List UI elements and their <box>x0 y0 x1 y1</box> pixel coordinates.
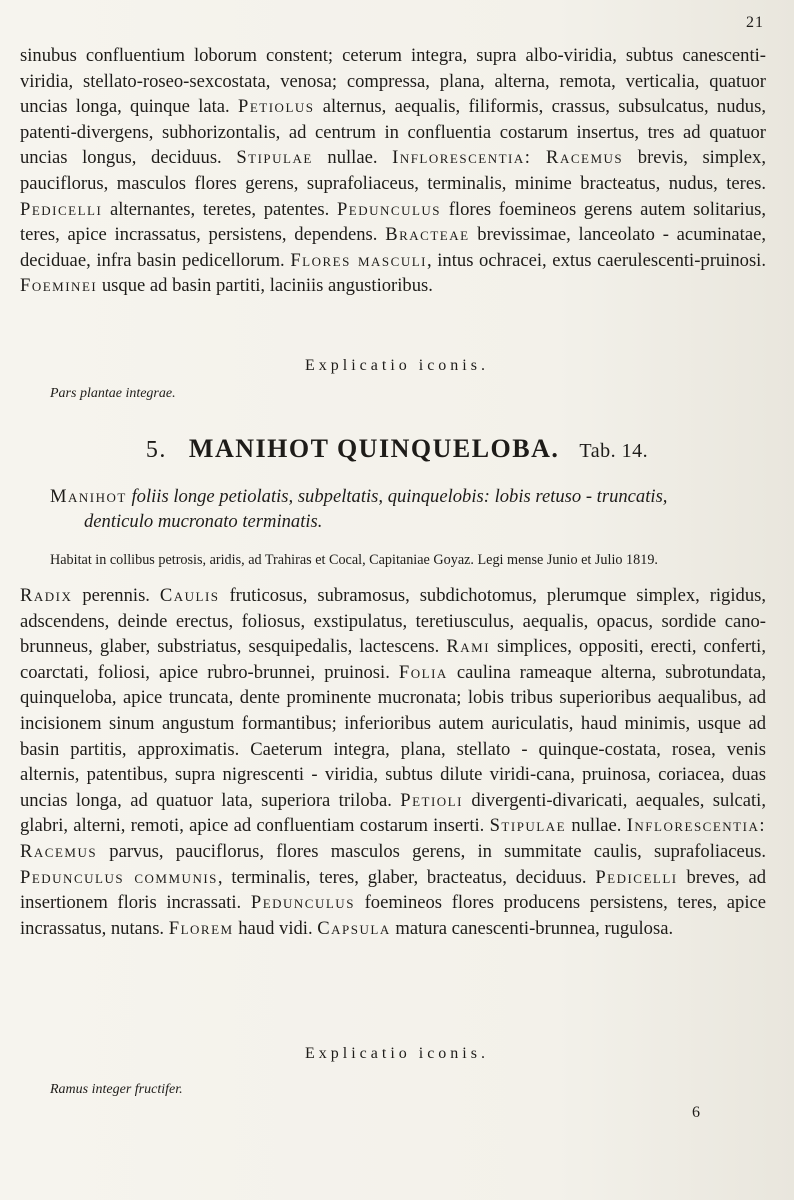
term-smallcaps: Foeminei <box>20 275 98 297</box>
text-run: fruticosus, subramosus, subdichotomus, plerumque simplex, rigidus, adscendens, deinde erectus, foliosus, exstipulatus, teretiusculus, aequalis, opacus, sordide cano-brunneus, glaber, substriatus, sesquipedalis, lactescens. <box>20 585 766 658</box>
text-run: usque ad basin partiti, laciniis angustioribus. <box>97 275 433 297</box>
term-smallcaps: Flores masculi <box>290 249 427 271</box>
text-run <box>531 147 546 168</box>
plate-reference: Tab. 14. <box>579 440 649 462</box>
description-paragraph-continued <box>20 43 766 299</box>
term-smallcaps: Rami <box>446 636 491 658</box>
page-number-top: 21 <box>746 14 764 31</box>
text-run: perennis. <box>72 585 160 606</box>
text-run: nullae. <box>566 815 627 837</box>
text-run: caulina rameaque alterna, subrotundata, quinqueloba, apice truncata, dente prominente mucronata; lobis tribus superioribus aequalibus, ad incisionem sinum angustum formantibus; inferioribus autem auriculatis, haud minimis, usque ad basin partitis, approximatis. Caeterum integra, plana, stellato - quinque-costata, rosea, venis alternis, patentibus, supra nigrescenti - viridia, subtus dilute viridi-cana, pruinosa, coriacea, duas uncias longa, ad quatuor lata, superiora triloba. <box>20 661 766 811</box>
term-smallcaps: Pedicelli <box>20 198 103 220</box>
term-smallcaps: Racemus <box>546 147 624 169</box>
text-run: alternantes, teretes, patentes. <box>102 198 337 220</box>
text-run: haud vidi. <box>233 917 318 939</box>
diagnosis-line-1: foliis longe petiolatis, subpeltatis, quinquelobis: lobis retuso - truncatis, <box>126 486 668 507</box>
diagnosis-line-2: denticulo mucronato terminatis. <box>84 511 323 532</box>
term-smallcaps: Inflorescentia: <box>626 815 766 837</box>
term-smallcaps: Racemus <box>20 840 98 862</box>
text-run: brevissimae, lanceolato - acuminatae, deciduae, infra basin pedicellorum. <box>20 224 766 271</box>
text-run: matura canescenti-brunnea, rugulosa. <box>390 917 674 939</box>
text-run: brevis, simplex, pauciflorus, masculos flores gerens, suprafoliaceus, terminalis, minime bracteatus, nudus, teres. <box>20 147 766 194</box>
term-smallcaps: Stipulae <box>236 147 313 169</box>
text-run: sinubus confluentium loborum constent; ceterum integra, supra albo-viridia, subtus canescenti-viridia, stellato-roseo-sexcostata, venosa; compressa, plana, alterna, remota, verticalia, quatuor uncias longa, quinque lata. <box>20 45 766 118</box>
figure-caption: Pars plantae integrae. <box>50 386 176 401</box>
explicatio-heading-2: Explicatio iconis. <box>305 1045 489 1062</box>
term-smallcaps: Capsula <box>317 917 391 939</box>
text-run: simplices, oppositi, erecti, conferti, coarctati, foliosi, apice rubro-brunnei, pruinosi. <box>20 636 766 683</box>
figure-caption-2: Ramus integer fructifer. <box>50 1082 183 1097</box>
term-smallcaps: Florem <box>168 917 234 939</box>
term-smallcaps: Bracteae <box>385 224 470 246</box>
species-name: MANIHOT QUINQUELOBA. <box>188 434 560 463</box>
term-smallcaps: Inflorescentia: <box>392 147 532 169</box>
term-smallcaps: Pedunculus <box>336 198 442 220</box>
habitat-note: Habitat in collibus petrosis, aridis, ad Trahiras et Cocal, Capitaniae Goyaz. Legi mense Junio et Julio 1819. <box>50 552 658 568</box>
text-run: breves, ad insertionem floris incrassati. <box>20 866 766 914</box>
text-run: nullae. <box>312 147 393 169</box>
term-smallcaps: Caulis <box>159 585 220 606</box>
term-smallcaps: Stipulae <box>489 815 567 837</box>
text-run: flores foemineos gerens autem solitarius, teres, apice incrassatus, persistens, dependens. <box>20 198 767 246</box>
text-run: divergenti-divaricati, aequales, sulcati, glabri, alterni, remoti, apice ad confluentiam costarum inserti. <box>20 789 766 837</box>
species-diagnosis <box>50 484 766 534</box>
term-smallcaps: Pedunculus <box>250 892 355 914</box>
term-smallcaps: Petiolus <box>238 96 315 118</box>
diagnosis-genus: Manihot <box>50 486 127 507</box>
text-run: , terminalis, teres, glaber, bracteatus, deciduus. <box>217 866 596 888</box>
signature-mark: 6 <box>692 1104 700 1121</box>
term-smallcaps: Folia <box>398 661 448 683</box>
term-smallcaps: Pedicelli <box>595 866 678 888</box>
text-run: alternus, aequalis, filiformis, crassus, subsulcatus, nudus, patenti-divergens, subhorizontalis, ad centrum in confluentia costarum insertus, tres ad quatuor uncias longus, deciduus. <box>20 96 766 169</box>
term-smallcaps: Pedunculus communis <box>20 866 218 888</box>
text-run: foemineos flores producens persistens, teres, apice incrassatus, nutans. <box>20 892 767 939</box>
species-number: 5. <box>145 437 167 463</box>
explicatio-heading: Explicatio iconis. <box>305 357 489 374</box>
description-paragraph <box>20 583 766 941</box>
text-run: parvus, pauciflorus, flores masculos gerens, in summitate caulis, suprafoliaceus. <box>97 840 766 862</box>
species-heading <box>0 434 794 464</box>
term-smallcaps: Petioli <box>400 789 463 811</box>
term-smallcaps: Radix <box>20 585 73 606</box>
text-run: , intus ochracei, extus caerulescenti-pruinosi. <box>426 249 766 271</box>
